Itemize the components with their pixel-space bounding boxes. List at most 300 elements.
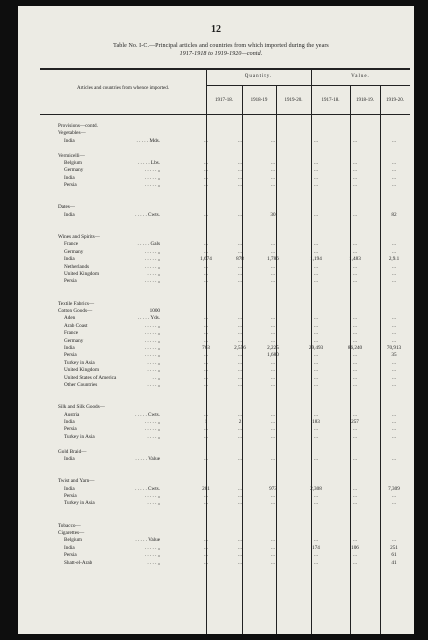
table-row (58, 323, 418, 330)
cell-val-1919: ... (392, 322, 396, 329)
country-label: United States of America (64, 374, 117, 381)
cell-qty-1918: ... (238, 263, 242, 270)
cell-qty-1919: ... (271, 374, 275, 381)
cell-val-1917: ... (314, 241, 318, 248)
cell-qty-1918: ... (238, 322, 242, 329)
cell-val-1919: ... (392, 419, 396, 425)
cell-val-1917: ... (314, 426, 318, 433)
cell-qty-1919: ... (271, 493, 275, 499)
country-label: Turkey in Asia (64, 500, 95, 507)
table-row (58, 315, 418, 322)
cell-val-1919: ... (392, 160, 396, 166)
country-label: Germany (64, 248, 84, 255)
cell-val-1917: 174 (312, 544, 320, 551)
table-row (58, 123, 418, 130)
cell-qty-1917: ... (204, 160, 208, 166)
cell-qty-1917: ... (204, 248, 208, 255)
section-heading: Cigarettes— (58, 530, 85, 536)
country-label: Turkey in Asia (64, 359, 95, 366)
cell-val-1917: ... (314, 174, 318, 181)
cell-qty-1919: ... (271, 426, 275, 433)
unit-label: . . . . . „ (144, 552, 160, 559)
cell-val-1917: ... (314, 359, 318, 366)
cell-qty-1918: 878 (236, 256, 244, 263)
table-title-line: Table No. I-C.—Principal articles and countries from which imported during the years (113, 43, 329, 49)
table-row (58, 278, 418, 285)
cell-val-1919: ... (392, 359, 396, 366)
cell-val-1919: 61 (391, 552, 397, 559)
cell-qty-1919: ... (271, 160, 275, 166)
cell-qty-1918: ... (238, 359, 242, 366)
cell-val-1919: ... (392, 433, 396, 440)
cell-qty-1917: ... (204, 537, 208, 544)
unit-label: . . . . . „ (144, 352, 160, 359)
cell-val-1917: ... (314, 433, 318, 440)
table-row (58, 375, 418, 382)
cell-val-1918: ... (353, 167, 357, 174)
country-label: India (64, 456, 75, 462)
cell-val-1918: ... (353, 337, 357, 344)
cell-qty-1917: ... (204, 493, 208, 499)
cell-val-1919: ... (392, 271, 396, 277)
cell-val-1919: ... (392, 174, 396, 181)
section-heading: Wines and Spirits— (58, 234, 100, 240)
cell-qty-1919: ... (271, 500, 275, 507)
cell-val-1917: ... (314, 278, 318, 285)
cell-val-1918: ... (353, 330, 357, 337)
unit-label: . . . . . „ (144, 248, 160, 255)
header-year-val-1917: 1917-18. (321, 98, 340, 103)
section-heading: Silk and Silk Goods— (58, 404, 105, 411)
cell-val-1919: 82 (391, 211, 397, 218)
cell-val-1919: ... (392, 426, 396, 433)
cell-val-1917: ... (314, 559, 318, 566)
cell-val-1919: ... (392, 537, 396, 544)
cell-qty-1918: ... (238, 552, 242, 559)
cell-val-1918: 257 (351, 419, 359, 425)
cell-qty-1917: ... (204, 559, 208, 566)
header-year-qty-1918: 1918-19 (250, 98, 268, 103)
unit-label: . . . . „ (147, 500, 160, 507)
country-label: Belgium (64, 537, 82, 544)
cell-qty-1919: ... (271, 182, 275, 189)
cell-val-1918: ... (353, 271, 357, 277)
cell-qty-1918: ... (238, 330, 242, 337)
table-row (58, 523, 418, 530)
cell-qty-1918: ... (238, 271, 242, 277)
table-row (58, 219, 418, 226)
cell-qty-1919: ... (271, 359, 275, 366)
cell-qty-1919: 1,786 (267, 256, 279, 263)
unit-label: . . . . . Value (135, 537, 160, 544)
cell-qty-1919: ... (271, 248, 275, 255)
cell-val-1918: ... (353, 315, 357, 322)
cell-qty-1917: 763 (202, 345, 210, 351)
cell-val-1917: 183 (312, 419, 320, 425)
table-row (58, 463, 418, 470)
section-heading: Provisions—contd. (58, 123, 98, 129)
cell-val-1918: ... (353, 367, 357, 374)
document-page (18, 6, 414, 634)
cell-qty-1919: ... (271, 456, 275, 462)
table-row (58, 212, 418, 219)
cell-qty-1917: ... (204, 359, 208, 366)
table-row (58, 249, 418, 256)
cell-val-1918: ... (353, 182, 357, 189)
cell-val-1917: ... (314, 248, 318, 255)
table-row (58, 471, 418, 478)
cell-val-1919: ... (392, 493, 396, 499)
unit-label: . . . . „ (147, 433, 160, 440)
cell-val-1918: ... (353, 160, 357, 166)
cell-val-1918: 1,483 (349, 256, 361, 263)
table-row (58, 515, 418, 522)
cell-qty-1919: ... (271, 433, 275, 440)
header-year-qty-1917: 1917-18. (215, 98, 233, 103)
cell-val-1917: ... (314, 330, 318, 337)
header-year-val-1918: 1918-19. (356, 98, 374, 103)
cell-val-1917: ... (314, 315, 318, 322)
header-value: Value. (351, 74, 370, 79)
cell-qty-1917: ... (204, 367, 208, 374)
cell-qty-1917: ... (204, 352, 208, 359)
cell-qty-1919: ... (271, 382, 275, 388)
cell-val-1918: ... (353, 500, 357, 507)
unit-label: . . . . . „ (144, 278, 160, 285)
cell-val-1918: ... (353, 322, 357, 329)
country-label: Persia (64, 278, 77, 285)
unit-label: . . . . . Cwts. (135, 411, 160, 418)
cell-val-1919: 7,309 (388, 485, 400, 492)
cell-val-1919: 35 (391, 352, 397, 359)
cell-val-1918: ... (353, 426, 357, 433)
country-label: India (64, 544, 75, 551)
cell-qty-1918: ... (238, 382, 242, 388)
table-row (58, 434, 418, 441)
cell-qty-1917: ... (204, 500, 208, 507)
cell-val-1919: ... (392, 182, 396, 189)
cell-qty-1918: ... (238, 315, 242, 322)
cell-qty-1917: ... (204, 263, 208, 270)
table-row (58, 404, 418, 411)
cell-qty-1917: 1 (204, 419, 208, 425)
unit-label: . . . . . „ (144, 330, 160, 337)
unit-label: . . . . . „ (144, 174, 160, 181)
unit-label: . . . . . Value (135, 456, 160, 462)
cell-qty-1917: ... (204, 271, 208, 277)
table-row (58, 234, 418, 241)
unit-label: . . . . „ (147, 359, 160, 366)
table-row (58, 389, 418, 396)
cell-val-1919: ... (392, 241, 396, 248)
unit-label: . . . . . „ (144, 256, 160, 263)
table-row (58, 241, 418, 248)
table-row (58, 160, 418, 167)
cell-val-1917: 29,493 (308, 345, 324, 351)
country-label: Other Countries (64, 382, 98, 388)
table-row (58, 493, 418, 500)
unit-label: . . . . . Gals (137, 241, 160, 248)
cell-qty-1918: ... (238, 278, 242, 285)
cell-qty-1917: ... (204, 278, 208, 285)
table-row (58, 227, 418, 234)
table-row (58, 345, 418, 352)
cell-val-1919: ... (392, 367, 396, 374)
cell-qty-1918: ... (238, 426, 242, 433)
cell-qty-1919: ... (271, 337, 275, 344)
cell-val-1918: ... (353, 493, 357, 499)
unit-label: . . . . . Lbs. (137, 160, 160, 166)
table-row (58, 167, 418, 174)
cell-qty-1918: ... (238, 559, 242, 566)
country-label: Turkey in Asia (64, 433, 95, 440)
country-label: Persia (64, 493, 77, 499)
table-row (58, 426, 418, 433)
cell-val-1917: ... (314, 167, 318, 174)
cell-qty-1919: ... (271, 271, 275, 277)
cell-qty-1919: ... (271, 263, 275, 270)
cell-val-1918: ... (353, 485, 357, 492)
cell-qty-1918: ... (238, 352, 242, 359)
country-label: Germany (64, 337, 84, 344)
cell-qty-1919: 2,225 (267, 345, 279, 351)
cell-val-1919: ... (392, 411, 396, 418)
section-heading: Cotton Goods— (58, 308, 93, 314)
cell-val-1919: ... (392, 337, 396, 344)
cell-val-1917: ... (314, 337, 318, 344)
section-heading: Tobacco— (58, 522, 81, 529)
table-row (58, 478, 418, 485)
cell-val-1917: ... (314, 367, 318, 374)
unit-label: . . . . . „ (144, 419, 160, 425)
cell-val-1918: ... (353, 552, 357, 559)
cell-qty-1919: ... (271, 241, 275, 248)
cell-val-1918: ... (353, 248, 357, 255)
table-row (58, 508, 418, 515)
cell-qty-1919: ... (271, 137, 275, 144)
table-title (40, 42, 402, 58)
section-heading: Gold Braid— (58, 448, 87, 455)
table-row (58, 449, 418, 456)
table-row (58, 360, 418, 367)
cell-qty-1919: 30 (270, 211, 276, 218)
cell-qty-1918: ... (238, 167, 242, 174)
cell-val-1919: ... (392, 456, 396, 462)
table-row (58, 308, 418, 315)
country-label: India (64, 137, 75, 144)
cell-qty-1917: ... (204, 330, 208, 337)
cell-qty-1918: ... (238, 433, 242, 440)
cell-qty-1917: ... (204, 374, 208, 381)
cell-val-1918: ... (353, 278, 357, 285)
unit-label: . . . . . „ (144, 263, 160, 270)
cell-qty-1917: ... (204, 426, 208, 433)
cell-val-1918: ... (353, 263, 357, 270)
table-row (58, 545, 418, 552)
unit-label: . . . . „ (147, 367, 160, 374)
unit-label: . . . . „ (147, 271, 160, 277)
cell-val-1917: ... (314, 411, 318, 418)
table-row (58, 145, 418, 152)
table-row (58, 264, 418, 271)
table-row (58, 153, 418, 160)
cell-qty-1917: ... (204, 137, 208, 144)
table-row (58, 271, 418, 278)
unit-label: . . . . . „ (144, 322, 160, 329)
unit-label: 1000 (149, 308, 160, 314)
cell-qty-1919: ... (271, 411, 275, 418)
cell-qty-1917: ... (204, 433, 208, 440)
cell-qty-1919: 973 (269, 485, 277, 492)
table-subtitle: 1917-1918 to 1919-1920—contd. (179, 51, 263, 57)
cell-qty-1919: ... (271, 278, 275, 285)
table-row (58, 441, 418, 448)
table-row (58, 182, 418, 189)
cell-qty-1918: ... (238, 493, 242, 499)
country-label: Germany (64, 167, 84, 174)
country-label: Belgium (64, 160, 82, 166)
unit-label: . . . . . „ (144, 337, 160, 344)
table-row (58, 530, 418, 537)
cell-qty-1917: ... (204, 552, 208, 559)
cell-val-1917: ... (314, 322, 318, 329)
unit-label: . . . . . „ (144, 345, 160, 351)
section-heading: Twist and Yarn— (58, 478, 95, 485)
country-label: France (64, 241, 79, 248)
cell-val-1918: ... (353, 559, 357, 566)
header-bottom-rule (40, 114, 410, 115)
cell-qty-1919: ... (271, 367, 275, 374)
table-row (58, 130, 418, 137)
cell-val-1917: ... (314, 537, 318, 544)
country-label: India (64, 256, 75, 263)
cell-qty-1919: ... (271, 330, 275, 337)
cell-val-1917: ... (314, 137, 318, 144)
cell-val-1919: ... (392, 500, 396, 507)
cell-qty-1919: 1,680 (267, 352, 279, 359)
cell-val-1919: ... (392, 382, 396, 388)
cell-val-1917: ... (314, 500, 318, 507)
header-year-qty-1919: 1919-20. (284, 98, 303, 103)
cell-qty-1919: ... (271, 167, 275, 174)
cell-val-1917: ... (314, 493, 318, 499)
cell-qty-1918: ... (238, 137, 242, 144)
unit-label: . . . . . Mds. (136, 137, 160, 144)
cell-qty-1917: ... (204, 456, 208, 462)
cell-qty-1918: ... (238, 367, 242, 374)
table-row (58, 397, 418, 404)
cell-val-1919: 2,9.1 (388, 256, 400, 263)
cell-val-1919: 251 (390, 544, 398, 551)
section-heading: Dates— (58, 204, 75, 211)
table-row (58, 382, 418, 389)
cell-val-1917: 2,308 (310, 485, 322, 492)
cell-val-1919: ... (392, 248, 396, 255)
cell-val-1919: 41 (391, 559, 397, 566)
cell-qty-1917: ... (204, 211, 208, 218)
cell-qty-1919: ... (271, 544, 275, 551)
cell-qty-1918: ... (238, 174, 242, 181)
cell-qty-1917: ... (204, 315, 208, 322)
cell-qty-1918: ... (238, 500, 242, 507)
table-row (58, 412, 418, 419)
cell-val-1918: ... (353, 411, 357, 418)
cell-val-1918: ... (353, 456, 357, 462)
header-quantity: Quantity. (244, 74, 273, 79)
cell-val-1917: ... (314, 456, 318, 462)
country-label: Arab Coast (64, 322, 88, 329)
cell-val-1918: ... (353, 137, 357, 144)
country-label: Persia (64, 352, 77, 359)
unit-label: . . . . . „ (144, 167, 160, 174)
cell-val-1917: ... (314, 271, 318, 277)
cell-qty-1917: 281 (202, 485, 210, 492)
country-label: India (64, 485, 75, 492)
country-label: Persia (64, 426, 77, 433)
cell-qty-1918: ... (238, 248, 242, 255)
cell-val-1919: ... (392, 374, 396, 381)
cell-qty-1919: ... (271, 322, 275, 329)
table-row (58, 256, 418, 263)
cell-qty-1919: ... (271, 559, 275, 566)
cell-qty-1917: ... (204, 544, 208, 551)
cell-qty-1917: ... (204, 241, 208, 248)
cell-val-1917: 1,194 (310, 256, 322, 263)
country-label: India (64, 174, 75, 181)
table-row (58, 500, 418, 507)
cell-qty-1918: ... (238, 241, 242, 248)
cell-val-1918: 106 (351, 544, 359, 551)
table-row (58, 352, 418, 359)
cell-val-1919: ... (392, 330, 396, 337)
country-label: Netherlands (64, 263, 90, 270)
country-label: Austria (64, 411, 80, 418)
unit-label: . . . . . „ (144, 544, 160, 551)
country-label: Aden (64, 315, 76, 322)
table-row (58, 293, 418, 300)
cell-qty-1919: ... (271, 174, 275, 181)
cell-val-1919: ... (392, 315, 396, 322)
cell-qty-1919: ... (271, 419, 275, 425)
table-row (58, 338, 418, 345)
cell-val-1918: ... (353, 352, 357, 359)
cell-val-1919: ... (392, 167, 396, 174)
country-label: United Kingdom (64, 271, 100, 277)
unit-label: . . „ (152, 374, 160, 381)
cell-qty-1918: ... (238, 337, 242, 344)
cell-val-1917: ... (314, 160, 318, 166)
unit-label: . . . . . „ (144, 426, 160, 433)
unit-label: . . . . . Cwts. (135, 211, 160, 218)
header-top-rule (40, 68, 410, 70)
unit-label: . . . . . „ (144, 493, 160, 499)
cell-qty-1918: ... (238, 456, 242, 462)
unit-label: . . . . „ (147, 382, 160, 388)
table-row (58, 204, 418, 211)
cell-val-1918: ... (353, 433, 357, 440)
cell-qty-1917: ... (204, 182, 208, 189)
country-label: United Kingdom (64, 367, 100, 374)
cell-val-1918: ... (353, 211, 357, 218)
cell-qty-1918: ... (238, 374, 242, 381)
country-label: France (64, 330, 79, 337)
cell-qty-1918: ... (238, 182, 242, 189)
table-row (58, 190, 418, 197)
table-row (58, 552, 418, 559)
cell-qty-1919: ... (271, 537, 275, 544)
cell-val-1918: ... (353, 174, 357, 181)
cell-val-1918: 86,240 (347, 345, 363, 351)
